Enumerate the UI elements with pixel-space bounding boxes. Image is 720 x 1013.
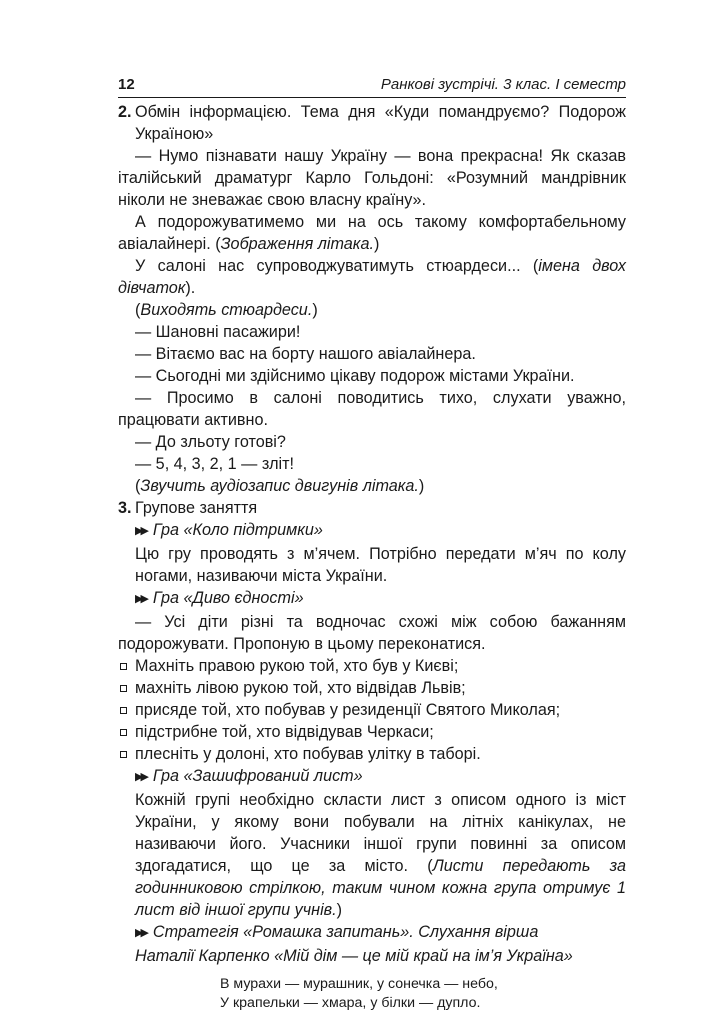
strategy-heading-line-2: Наталії Карпенко «Мій дім — це мій край на ім’я Україна» bbox=[135, 947, 573, 965]
bullet-list bbox=[118, 655, 626, 765]
paragraph: — Нумо пізнавати нашу Україну — вона прекрасна! Як сказав італійський драматург Карло Гольдоні: «Розумний мандрівник ніколи не зневажає свою власну країну». bbox=[118, 147, 626, 209]
game-heading: ▶▶ Гра «Коло підтримки» bbox=[135, 521, 323, 539]
game-heading: ▶▶ Гра «Диво єдності» bbox=[135, 589, 304, 607]
paragraph: У салоні нас супроводжуватимуть стюардеси... (імена двох дівчаток). bbox=[118, 257, 626, 297]
section-3-title-text: Групове заняття bbox=[135, 499, 258, 517]
dialogue-line: — Шановні пасажири! bbox=[135, 323, 301, 341]
list-item: Махніть правою рукою той, хто був у Києві; bbox=[118, 655, 626, 677]
paragraph: А подорожуватимемо ми на ось такому комфортабельному авіалайнері. (Зображення літака.) bbox=[118, 213, 626, 253]
dialogue-line: — 5, 4, 3, 2, 1 — зліт! bbox=[135, 455, 295, 473]
header-rule bbox=[118, 97, 626, 98]
stage-direction: (Виходять стюардеси.) bbox=[135, 301, 318, 319]
paragraph: Цю гру проводять з м’ячем. Потрібно передати м’яч по колу ногами, називаючи міста України. bbox=[135, 545, 626, 585]
strategy-heading: ▶▶ Стратегія «Ромашка запитань». Слухання вірша Наталії Карпенко «Мій дім — це мій край на ім’я Україна» bbox=[118, 921, 626, 967]
stage-direction: (Звучить аудіозапис двигунів літака.) bbox=[135, 477, 425, 495]
running-title: Ранкові зустрічі. 3 клас. І семестр bbox=[380, 76, 626, 93]
poem bbox=[118, 975, 626, 1013]
square-bullet-icon bbox=[120, 729, 127, 736]
section-2-title bbox=[118, 101, 626, 145]
section-3-number: 3. bbox=[118, 499, 132, 517]
dialogue-line: — Сьогодні ми здійснимо цікаву подорож містами України. bbox=[135, 367, 575, 385]
page-number: 12 bbox=[118, 76, 135, 93]
paragraph: Кожній групі необхідно скласти лист з описом одного із міст України, у якому вони побували на літніх канікулах, не називаючи його. Учасники іншої групи повинні за описом здогадатися, що це за місто. (Листи передають за годинниковою стрілкою, таким чином кожна група отримує 1 лист від іншої групи учнів.) bbox=[135, 791, 626, 919]
dialogue-line: — Просимо в салоні поводитись тихо, слухати уважно, працювати активно. bbox=[118, 389, 626, 429]
dialogue-line: — Вітаємо вас на борту нашого авіалайнера. bbox=[135, 345, 476, 363]
double-arrow-icon: ▶▶ bbox=[135, 593, 146, 605]
double-arrow-icon: ▶▶ bbox=[135, 771, 146, 783]
page-header bbox=[118, 76, 626, 94]
double-arrow-icon: ▶▶ bbox=[135, 927, 146, 939]
section-3-title bbox=[118, 497, 626, 519]
paragraph: — Усі діти різні та водночас схожі між собою бажанням подорожувати. Пропоную в цьому переконатися. bbox=[118, 613, 626, 653]
square-bullet-icon bbox=[120, 663, 127, 670]
list-item: присяде той, хто побував у резиденції Святого Миколая; bbox=[118, 699, 626, 721]
section-2-number: 2. bbox=[118, 103, 132, 121]
list-item: махніть лівою рукою той, хто відвідав Львів; bbox=[118, 677, 626, 699]
poem-line: У крапельки — хмара, у білки — дупло. bbox=[220, 995, 481, 1011]
list-item: плесніть у долоні, хто побував улітку в таборі. bbox=[118, 743, 626, 765]
square-bullet-icon bbox=[120, 707, 127, 714]
square-bullet-icon bbox=[120, 751, 127, 758]
dialogue-line: — До зльоту готові? bbox=[135, 433, 286, 451]
square-bullet-icon bbox=[120, 685, 127, 692]
page-content bbox=[118, 101, 626, 1013]
double-arrow-icon: ▶▶ bbox=[135, 525, 146, 537]
game-heading: ▶▶ Гра «Зашифрований лист» bbox=[135, 767, 363, 785]
poem-line: В мурахи — мурашник, у сонечка — небо, bbox=[220, 976, 498, 992]
section-2-title-text: Обмін інформацією. Тема дня «Куди помандруємо? Подорож Україною» bbox=[135, 103, 626, 143]
list-item: підстрибне той, хто відвідував Черкаси; bbox=[118, 721, 626, 743]
